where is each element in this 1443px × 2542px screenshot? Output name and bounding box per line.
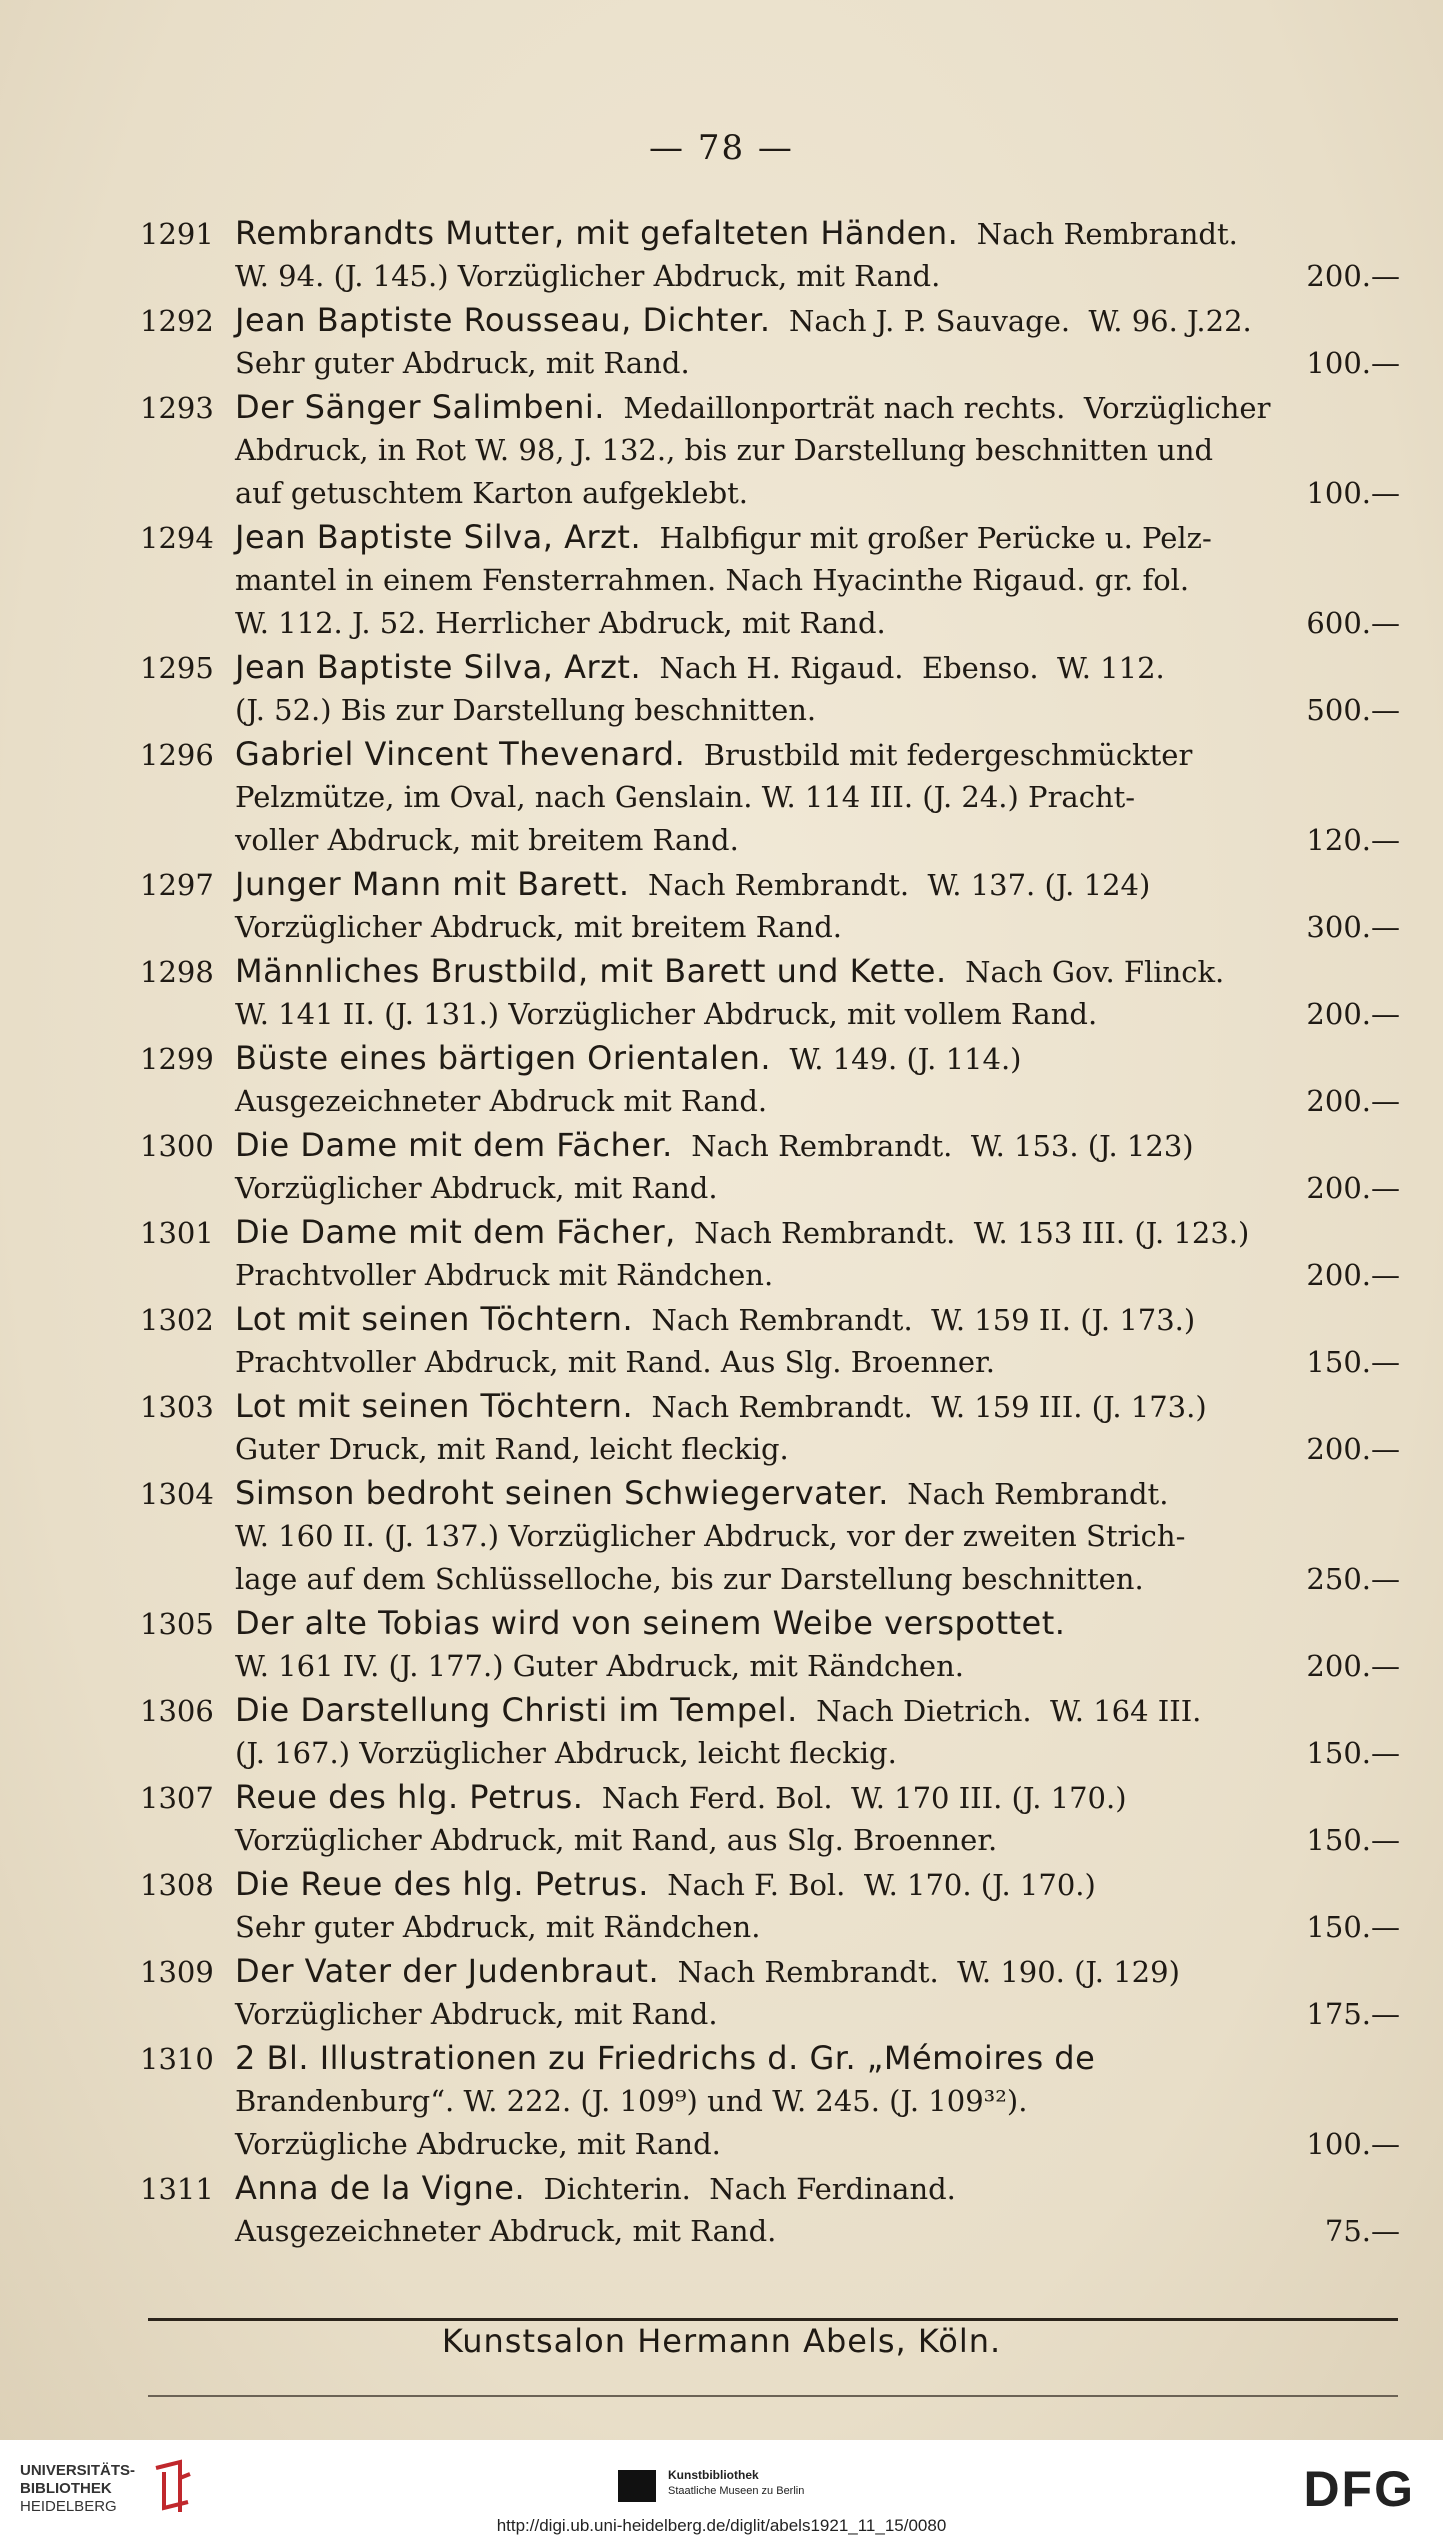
lot-description-line: Vorzüglicher Abdruck, mit Rand. [235,1171,718,1205]
lot-title: Der Vater der Judenbraut. [235,1952,660,1990]
lot-first-line [140,1037,1400,1080]
lot-description-line: auf getuschtem Karton aufgeklebt. [235,476,749,510]
lot-first-line [140,212,1400,255]
lot-entry [140,212,1400,298]
lot-entry [140,1385,1400,1471]
lot-entry [140,516,1400,645]
lot-entry [140,1776,1400,1862]
lot-list [140,212,1400,2254]
lot-title: Jean Baptiste Silva, Arzt. [235,648,642,686]
lot-first-line [140,2037,1400,2080]
lot-number: 1309 [140,1955,214,1989]
lot-title: 2 Bl. Illustrationen zu Friedrichs d. Gr. „Mémoires de [235,2039,1096,2077]
lot-first-line [140,646,1400,689]
lot-first-line [140,1689,1400,1732]
lot-number: 1308 [140,1868,214,1902]
lot-first-line [140,1950,1400,1993]
lot-entry [140,1863,1400,1949]
lot-first-line-rest: Nach Rembrandt. W. 153 III. (J. 123.) [675,1216,1250,1250]
lot-title: Rembrandts Mutter, mit gefalteten Händen. [235,214,959,252]
lot-first-line [140,1385,1400,1428]
lot-first-line [140,386,1400,429]
lot-description-line: lage auf dem Schlüsselloche, bis zur Darstellung beschnitten. [235,1562,1144,1596]
lot-title: Reue des hlg. Petrus. [235,1778,584,1816]
lot-number: 1291 [140,217,214,251]
lot-first-line-rest: Nach Rembrandt. W. 159 II. (J. 173.) [633,1303,1196,1337]
lot-price: 600.— [1306,606,1400,640]
lot-first-line-rest: Nach Gov. Flinck. [946,955,1225,989]
lot-first-line [140,299,1400,342]
lot-number: 1307 [140,1781,214,1815]
lot-title: Lot mit seinen Töchtern. [235,1387,634,1425]
lot-price: 150.— [1306,1910,1400,1944]
lot-first-line [140,1211,1400,1254]
lot-entry [140,863,1400,949]
lot-entry [140,1124,1400,1210]
lot-entry [140,1689,1400,1775]
lot-number: 1310 [140,2042,214,2076]
lot-price: 200.— [1306,1649,1400,1683]
lot-first-line-rest: Nach Rembrandt. [888,1477,1169,1511]
lot-first-line-rest: Medaillonporträt nach rechts. Vorzüglicher [604,391,1271,425]
lot-description-line: Vorzüglicher Abdruck, mit Rand. [235,1997,718,2031]
lot-price: 75.— [1324,2214,1400,2248]
lot-entry [140,950,1400,1036]
lot-first-line-rest: Nach F. Bol. W. 170. (J. 170.) [648,1868,1096,1902]
lot-price: 200.— [1306,259,1400,293]
lot-title: Die Reue des hlg. Petrus. [235,1865,649,1903]
lot-number: 1311 [140,2172,214,2206]
lot-price: 120.— [1306,823,1400,857]
lot-price: 150.— [1306,1823,1400,1857]
ub-logo-line2: BIBLIOTHEK [20,2480,112,2497]
lot-entry [140,1602,1400,1688]
lot-title: Der alte Tobias wird von seinem Weibe verspottet. [235,1604,1066,1642]
lot-first-line [140,1863,1400,1906]
lot-entry [140,646,1400,732]
lot-first-line-rest: Nach Rembrandt. W. 153. (J. 123) [672,1129,1194,1163]
lot-first-line [140,1124,1400,1167]
lot-price: 200.— [1306,1171,1400,1205]
lot-number: 1306 [140,1694,214,1728]
ub-mark-icon [150,2458,194,2516]
lot-title: Männliches Brustbild, mit Barett und Kette. [235,952,947,990]
lot-first-line-rest: Nach Dietrich. W. 164 III. [797,1694,1202,1728]
lot-description-line: W. 112. J. 52. Herrlicher Abdruck, mit Rand. [235,606,886,640]
lot-description-line: mantel in einem Fensterrahmen. Nach Hyacinthe Rigaud. gr. fol. [235,563,1190,597]
lot-number: 1296 [140,738,214,772]
lot-price: 150.— [1306,1736,1400,1770]
lot-entry [140,1211,1400,1297]
lot-description-line: Prachtvoller Abdruck, mit Rand. Aus Slg. Broenner. [235,1345,995,1379]
lot-description-line: W. 160 II. (J. 137.) Vorzüglicher Abdruck, vor der zweiten Strich- [235,1519,1186,1553]
lot-description-line: Abdruck, in Rot W. 98, J. 132., bis zur Darstellung beschnitten und [235,433,1214,467]
lot-number: 1303 [140,1390,214,1424]
lot-description-line: Sehr guter Abdruck, mit Rand. [235,346,690,380]
lot-number: 1298 [140,955,214,989]
lot-price: 200.— [1306,997,1400,1031]
lot-title: Die Dame mit dem Fächer. [235,1126,673,1164]
lot-description-line: Ausgezeichneter Abdruck, mit Rand. [235,2214,777,2248]
lot-entry [140,386,1400,515]
lot-first-line [140,1776,1400,1819]
lot-number: 1305 [140,1607,214,1641]
ub-heidelberg-logo[interactable] [20,2462,135,2516]
lot-entry [140,1950,1400,2036]
lot-price: 175.— [1306,1997,1400,2031]
lot-title: Gabriel Vincent Thevenard. [235,735,686,773]
lot-entry [140,1472,1400,1601]
lot-description-line: Pelzmütze, im Oval, nach Genslain. W. 114 III. (J. 24.) Pracht- [235,780,1136,814]
ub-logo-line1: UNIVERSITÄTS- [20,2462,136,2479]
scan-info-bar [0,2440,1443,2542]
lot-title: Simson bedroht seinen Schwiegervater. [235,1474,889,1512]
lot-price: 200.— [1306,1432,1400,1466]
lot-description-line: Sehr guter Abdruck, mit Rändchen. [235,1910,761,1944]
lot-first-line [140,1298,1400,1341]
lot-number: 1293 [140,391,214,425]
lot-entry [140,299,1400,385]
lot-description-line: Brandenburg“. W. 222. (J. 109⁹) und W. 245. (J. 109³²). [235,2084,1028,2118]
lot-number: 1301 [140,1216,214,1250]
lot-title: Junger Mann mit Barett. [235,865,630,903]
lot-price: 200.— [1306,1084,1400,1118]
lot-first-line-rest: Brustbild mit federgeschmückter [685,738,1193,772]
lot-description-line: Vorzüglicher Abdruck, mit Rand, aus Slg. Broenner. [235,1823,998,1857]
kb-line2: Staatliche Museen zu Berlin [668,2485,805,2497]
lot-title: Büste eines bärtigen Orientalen. [235,1039,772,1077]
dfg-logo[interactable]: DFG [1303,2461,1415,2517]
lot-number: 1295 [140,651,214,685]
lot-number: 1304 [140,1477,214,1511]
lot-price: 150.— [1306,1345,1400,1379]
lot-first-line [140,2167,1400,2210]
publisher-footer: Kunstsalon Hermann Abels, Köln. [441,2322,1002,2360]
lot-first-line-rest: Nach Rembrandt. W. 190. (J. 129) [659,1955,1180,1989]
lot-price: 500.— [1306,693,1400,727]
lot-first-line-rest: Nach J. P. Sauvage. W. 96. J.22. [770,304,1252,338]
ub-logo-line3: HEIDELBERG [20,2498,117,2515]
lot-first-line-rest: Nach Ferd. Bol. W. 170 III. (J. 170.) [583,1781,1127,1815]
lot-entry [140,2167,1400,2253]
lot-entry [140,1298,1400,1384]
lot-number: 1292 [140,304,214,338]
lot-number: 1299 [140,1042,214,1076]
lot-title: Jean Baptiste Silva, Arzt. [235,518,642,556]
lot-description-line: Vorzüglicher Abdruck, mit breitem Rand. [235,910,842,944]
lot-first-line [140,733,1400,776]
lot-price: 250.— [1306,1562,1400,1596]
lot-price: 100.— [1306,476,1400,510]
lot-first-line [140,1472,1400,1515]
lot-first-line [140,863,1400,906]
lot-number: 1300 [140,1129,214,1163]
lot-first-line-rest: Nach Rembrandt. W. 159 III. (J. 173.) [633,1390,1207,1424]
lot-title: Die Dame mit dem Fächer, [235,1213,676,1251]
lot-title: Jean Baptiste Rousseau, Dichter. [235,301,771,339]
lot-title: Der Sänger Salimbeni. [235,388,605,426]
lot-first-line-rest: Nach H. Rigaud. Ebenso. W. 112. [641,651,1165,685]
lot-title: Anna de la Vigne. [235,2169,526,2207]
kb-line1: Kunstbibliothek [668,2468,759,2482]
lot-description-line: voller Abdruck, mit breitem Rand. [235,823,739,857]
lot-description-line: Prachtvoller Abdruck mit Rändchen. [235,1258,774,1292]
lot-number: 1294 [140,521,214,555]
lot-description-line: (J. 52.) Bis zur Darstellung beschnitten. [235,693,817,727]
footer-rule-bottom [148,2395,1398,2397]
kunstbibliothek-mark-icon [618,2470,656,2502]
lot-description-line: W. 141 II. (J. 131.) Vorzüglicher Abdruck, mit vollem Rand. [235,997,1098,1031]
page-number: — 78 — [649,128,794,168]
lot-first-line-rest: Nach Rembrandt. [958,217,1238,251]
lot-first-line-rest: W. 149. (J. 114.) [771,1042,1022,1076]
lot-price: 200.— [1306,1258,1400,1292]
footer-rule-top [148,2318,1398,2321]
permalink-url[interactable]: http://digi.ub.uni-heidelberg.de/diglit/abels1921_11_15/0080 [496,2516,947,2535]
lot-title: Lot mit seinen Töchtern. [235,1300,634,1338]
lot-number: 1302 [140,1303,214,1337]
lot-entry [140,1037,1400,1123]
lot-first-line-rest: Nach Rembrandt. W. 137. (J. 124) [629,868,1151,902]
lot-first-line [140,950,1400,993]
lot-entry [140,2037,1400,2166]
lot-price: 300.— [1306,910,1400,944]
lot-description-line: Vorzügliche Abdrucke, mit Rand. [235,2127,721,2161]
lot-description-line: (J. 167.) Vorzüglicher Abdruck, leicht fleckig. [235,1736,897,1770]
lot-first-line-rest: Halbfigur mit großer Perücke u. Pelz- [641,521,1212,555]
lot-first-line [140,1602,1400,1645]
lot-description-line: W. 94. (J. 145.) Vorzüglicher Abdruck, mit Rand. [235,259,941,293]
lot-price: 100.— [1306,346,1400,380]
lot-number: 1297 [140,868,214,902]
lot-first-line [140,516,1400,559]
lot-description-line: Guter Druck, mit Rand, leicht fleckig. [235,1432,789,1466]
lot-entry [140,733,1400,862]
lot-first-line-rest: Dichterin. Nach Ferdinand. [525,2172,956,2206]
lot-title: Die Darstellung Christi im Tempel. [235,1691,798,1729]
lot-description-line: Ausgezeichneter Abdruck mit Rand. [235,1084,768,1118]
lot-description-line: W. 161 IV. (J. 177.) Guter Abdruck, mit Rändchen. [235,1649,964,1683]
lot-price: 100.— [1306,2127,1400,2161]
